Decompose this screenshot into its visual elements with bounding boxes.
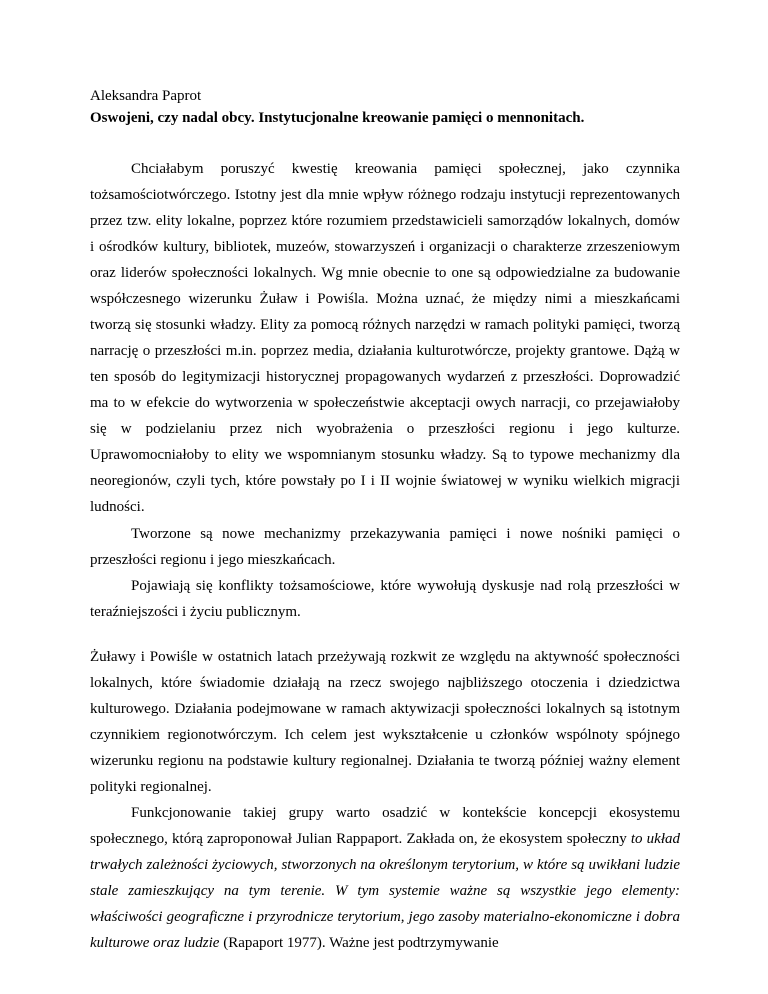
document-title: Oswojeni, czy nadal obcy. Instytucjonalne kreowanie pamięci o mennonitach. bbox=[90, 110, 585, 126]
ecosystem-outro-text: (Rapaport 1977). Ważne jest podtrzymywanie bbox=[223, 935, 499, 951]
spacer bbox=[90, 128, 680, 156]
paragraph-identity-conflicts: Pojawiają się konflikty tożsamościowe, które wywołują dyskusje nad rolą przeszłości w teraźniejszości i życiu publicznym. bbox=[90, 578, 680, 620]
paragraph-zulawy-powisle: Żuławy i Powiśle w ostatnich latach przeżywają rozkwit ze względu na aktywność społeczności lokalnych, które świadomie działają na rzecz swojego najbliższego otoczenia i dziedzictwa kulturowego. Działania podejmowane w ramach aktywizacji społeczności lokalnych są istotnym czynnikiem regionotwórczym. Ich celem jest wykształcenie u członków wspólnoty spójnego wizerunku regionu na podstawie kultury regionalnej. Działania te tworzą później ważny element polityki regionalnej. bbox=[90, 649, 680, 795]
paragraph-intro: Chciałabym poruszyć kwestię kreowania pamięci społecznej, jako czynnika tożsamościotwórczego. Istotny jest dla mnie wpływ różnego rodzaju instytucji reprezentowanych przez tzw. elity lokalne, poprzez które rozumiem przedstawicieli samorządów lokalnych, domów i ośrodków kultury, bibliotek, muzeów, stowarzyszeń i organizacji o charakterze zrzeszeniowym oraz liderów społeczności lokalnych. Wg mnie obecnie to one są odpowiedzialne za budowanie współczesnego wizerunku Żuław i Powiśla. Można uznać, że między nimi a mieszkańcami tworzą się stosunki władzy. Elity za pomocą różnych narzędzi w ramach polityki pamięci, tworzą narrację o przeszłości m.in. poprzez media, działania kulturotwórcze, projekty grantowe. Dążą w ten sposób do legitymizacji historycznej propagowanych wydarzeń z przeszłości. Doprowadzić ma to w efekcie do wytworzenia w społeczeństwie akceptacji owych narracji, co przejawiałoby się w podzielaniu przez nich wyobrażenia o przeszłości regionu i jego kulturze. Uprawomocniałoby to elity we wspomnianym stosunku władzy. Są to typowe mechanizmy dla neoregionów, czyli tych, które powstały po I i II wojnie światowej w wyniku wielkich migracji ludności. bbox=[90, 161, 680, 515]
rappaport-quote: to układ trwałych zależności życiowych, stworzonych na określonym terytorium, w które są uwikłani ludzie stale zamieszkujący na tym terenie. W tym systemie ważne są wszystkie jego elementy: właściwości geograficzne i przyrodnicze terytorium, jego zasoby materialno-ekonomiczne i dobra kulturowe oraz ludzie bbox=[90, 831, 680, 951]
author-name: Aleksandra Paprot bbox=[90, 88, 202, 104]
section-gap bbox=[90, 625, 680, 644]
document-page bbox=[90, 86, 680, 956]
paragraph-social-ecosystem bbox=[90, 800, 680, 956]
paragraph-new-mechanisms: Tworzone są nowe mechanizmy przekazywania pamięci i nowe nośniki pamięci o przeszłości regionu i jego mieszkańcach. bbox=[90, 526, 680, 568]
ecosystem-intro-text: Funkcjonowanie takiej grupy warto osadzić w kontekście koncepcji ekosystemu społecznego, którą zaproponował Julian Rappaport. Zakłada on, że ekosystem społeczny bbox=[90, 805, 680, 847]
